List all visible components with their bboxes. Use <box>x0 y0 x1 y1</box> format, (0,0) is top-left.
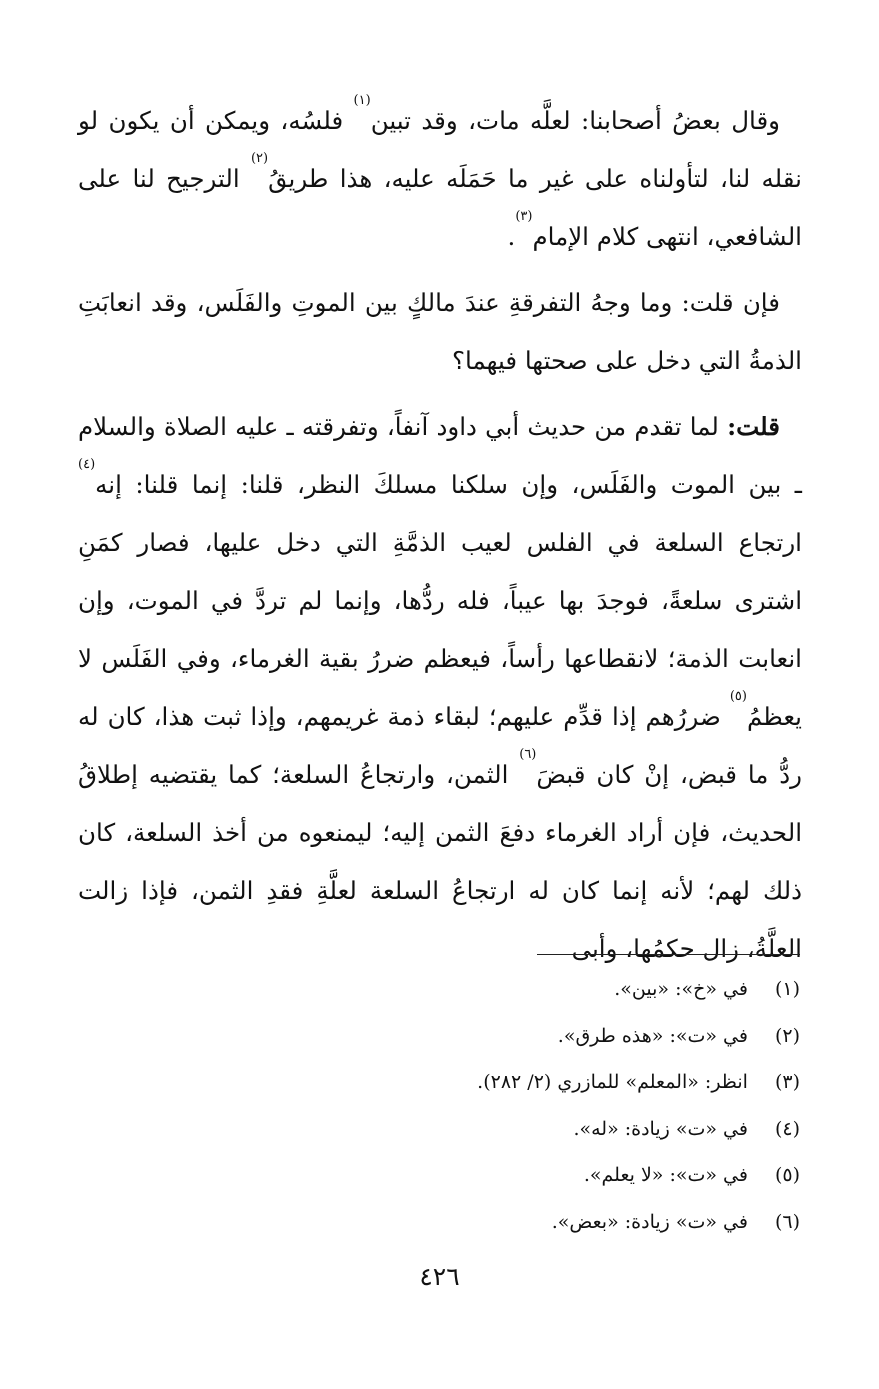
text-segment: . <box>507 222 516 251</box>
text-segment: وقال بعضُ أصحابنا: لعلَّه مات، وقد تبين <box>370 106 780 135</box>
footnote-number: (٦) <box>774 1210 800 1233</box>
text-segment: ارتجاع السلعة في الفلس لعيب الذمَّةِ التي دخل عليها، فصار كمَنِ اشترى سلعةً، فوجدَ بها عيباً، فله ردُّها، وإنما لم تردَّ في الموت، وإن انعابت الذمة؛ لانقطاعها رأساً، فيعظم ضررُ بقية الغرماء، وفي الفَلَس لا يعظمُ <box>78 528 802 731</box>
lead-word: قلت: <box>727 412 780 441</box>
footnote-marker[interactable]: (١) <box>353 93 371 108</box>
footnote-text: في «ت» زيادة: «له». <box>573 1117 748 1140</box>
footnotes <box>100 966 800 1245</box>
footnote-marker[interactable]: (٥) <box>729 689 747 704</box>
text-segment: الثمن، وارتجاعُ السلعة؛ كما يقتضيه إطلاقُ الحديث، فإن أراد الغرماء دفعَ الثمن إليه؛ ليمنعوه من أخذ السلعة، كان ذلك لهم؛ لأنه إنما كان له ارتجاعُ السلعة لعلَّةِ فقدِ الثمن، فإذا زالت العلَّةُ، زال حكمُها، وأبى <box>78 760 802 963</box>
footnote-marker[interactable]: (٦) <box>519 747 537 762</box>
text-segment: لما تقدم من حديث أبي داود آنفاً، وتفرقته ـ عليه الصلاة والسلام ـ بين الموت والفَلَس، وإن سلكنا مسلكَ النظر، قلنا: إنما قلنا: إنه <box>78 412 802 499</box>
footnote-item <box>100 1013 800 1060</box>
footnote-item <box>100 1199 800 1246</box>
text-segment: فإن قلت: وما وجهُ التفرقةِ عندَ مالكٍ بين الموتِ والفَلَس، وقد انعابَتِ الذمةُ التي دخل على صحتها فيهما؟ <box>78 288 802 375</box>
footnote-marker[interactable]: (٣) <box>515 209 533 224</box>
footnote-item <box>100 1152 800 1199</box>
footnote-text: انظر: «المعلم» للمازري (٢/ ٢٨٢). <box>477 1071 748 1093</box>
footnote-text: في «ت»: «هذه طرق». <box>557 1024 748 1047</box>
paragraph-2 <box>78 274 802 390</box>
footnote-text: في «ت» زيادة: «بعض». <box>551 1210 748 1233</box>
text-segment: الترجيح لنا على الشافعي، انتهى كلام الإمام <box>78 164 802 251</box>
footnote-number: (١) <box>774 978 800 1000</box>
footnote-number: (٥) <box>774 1164 800 1186</box>
footnote-number: (٢) <box>774 1024 800 1047</box>
main-text <box>78 92 802 978</box>
text-segment: فلسُه، ويمكن أن يكون لو نقله لنا، لتأولناه على غير ما حَمَلَه عليه، هذا طريقُ <box>78 106 802 193</box>
footnote-item <box>100 1059 800 1106</box>
footnote-text: في «ت»: «لا يعلم». <box>583 1164 748 1186</box>
footnote-number: (٣) <box>774 1071 800 1093</box>
footnote-marker[interactable]: (٢) <box>250 151 269 166</box>
paragraph-3 <box>78 398 802 978</box>
footnote-marker[interactable]: (٤) <box>78 457 96 472</box>
footnote-separator <box>537 954 800 955</box>
paragraph-1 <box>78 92 802 266</box>
text-segment: ضررُهم إذا قدِّم عليهم؛ لبقاء ذمة غريمهم، وإذا ثبت هذا، كان له ردُّ ما قبض، إنْ كان قبضَ <box>78 702 802 789</box>
footnote-item <box>100 966 800 1013</box>
footnote-number: (٤) <box>774 1117 800 1140</box>
footnote-text: في «خ»: «بين». <box>614 978 748 1000</box>
footnote-item <box>100 1106 800 1153</box>
page-number: ٤٢٦ <box>419 1262 460 1291</box>
